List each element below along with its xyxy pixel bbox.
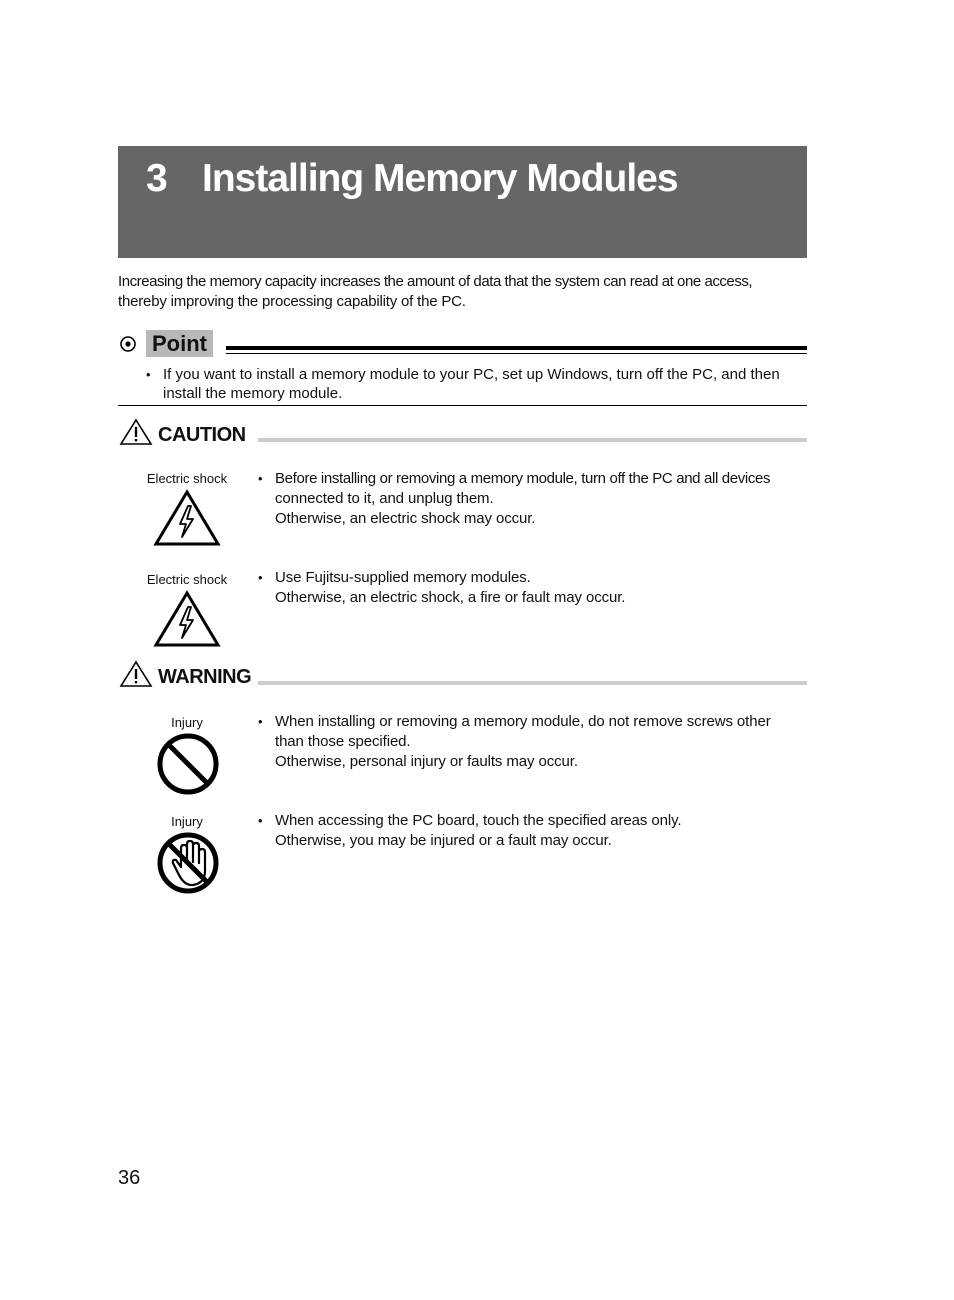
caution-item-line: Before installing or removing a memory module, turn off the PC and all devices xyxy=(275,470,771,487)
warning-label: WARNING xyxy=(158,666,252,688)
warning-item-line: Otherwise, you may be injured or a fault may occur. xyxy=(275,832,612,849)
warning-item xyxy=(275,712,810,772)
prohibition-icon xyxy=(156,732,220,796)
caution-item xyxy=(275,568,810,608)
intro-line: Increasing the memory capacity increases the amount of data that the system can read at one access, xyxy=(118,273,753,290)
warning-triangle-icon xyxy=(119,418,153,446)
chapter-banner xyxy=(118,146,807,258)
caution-item-line: Otherwise, an electric shock, a fire or fault may occur. xyxy=(275,589,626,606)
point-item-line: If you want to install a memory module to your PC, set up Windows, turn off the PC, and then xyxy=(163,366,780,383)
warning-triangle-icon xyxy=(119,660,153,688)
point-label: Point xyxy=(146,330,213,357)
electric-shock-icon xyxy=(153,590,221,648)
symbol-label: Injury xyxy=(171,814,203,829)
intro-paragraph xyxy=(118,272,808,312)
point-rule-thin xyxy=(226,353,807,354)
bullet: • xyxy=(258,813,263,828)
point-end-rule xyxy=(118,405,807,406)
caution-rule xyxy=(258,438,807,442)
point-item-line: install the memory module. xyxy=(163,385,343,402)
warning-item-line: When installing or removing a memory module, do not remove screws other xyxy=(275,713,771,730)
intro-line: thereby improving the processing capability of the PC. xyxy=(118,293,466,310)
symbol-label: Electric shock xyxy=(146,572,228,587)
caution-item-line: Otherwise, an electric shock may occur. xyxy=(275,510,536,527)
caution-item-line: Use Fujitsu-supplied memory modules. xyxy=(275,569,531,586)
caution-label: CAUTION xyxy=(158,424,246,446)
chapter-title: Installing Memory Modules xyxy=(202,157,678,200)
warning-item-line: Otherwise, personal injury or faults may occur. xyxy=(275,753,578,770)
bullet: • xyxy=(258,714,263,729)
caution-item xyxy=(275,469,810,529)
page-number: 36 xyxy=(118,1167,141,1189)
bullet: • xyxy=(146,367,151,382)
chapter-number: 3 xyxy=(146,157,168,200)
symbol-label: Injury xyxy=(171,715,203,730)
point-rule xyxy=(226,346,807,350)
warning-item xyxy=(275,811,810,851)
warning-item-line: than those specified. xyxy=(275,733,411,750)
warning-item-line: When accessing the PC board, touch the specified areas only. xyxy=(275,812,682,829)
electric-shock-icon xyxy=(153,489,221,547)
point-target-icon xyxy=(119,335,137,353)
bullet: • xyxy=(258,471,263,486)
caution-item-line: connected to it, and unplug them. xyxy=(275,490,494,507)
do-not-touch-icon xyxy=(156,831,220,895)
point-item xyxy=(163,365,811,403)
warning-rule xyxy=(258,681,807,685)
bullet: • xyxy=(258,570,263,585)
symbol-label: Electric shock xyxy=(146,471,228,486)
